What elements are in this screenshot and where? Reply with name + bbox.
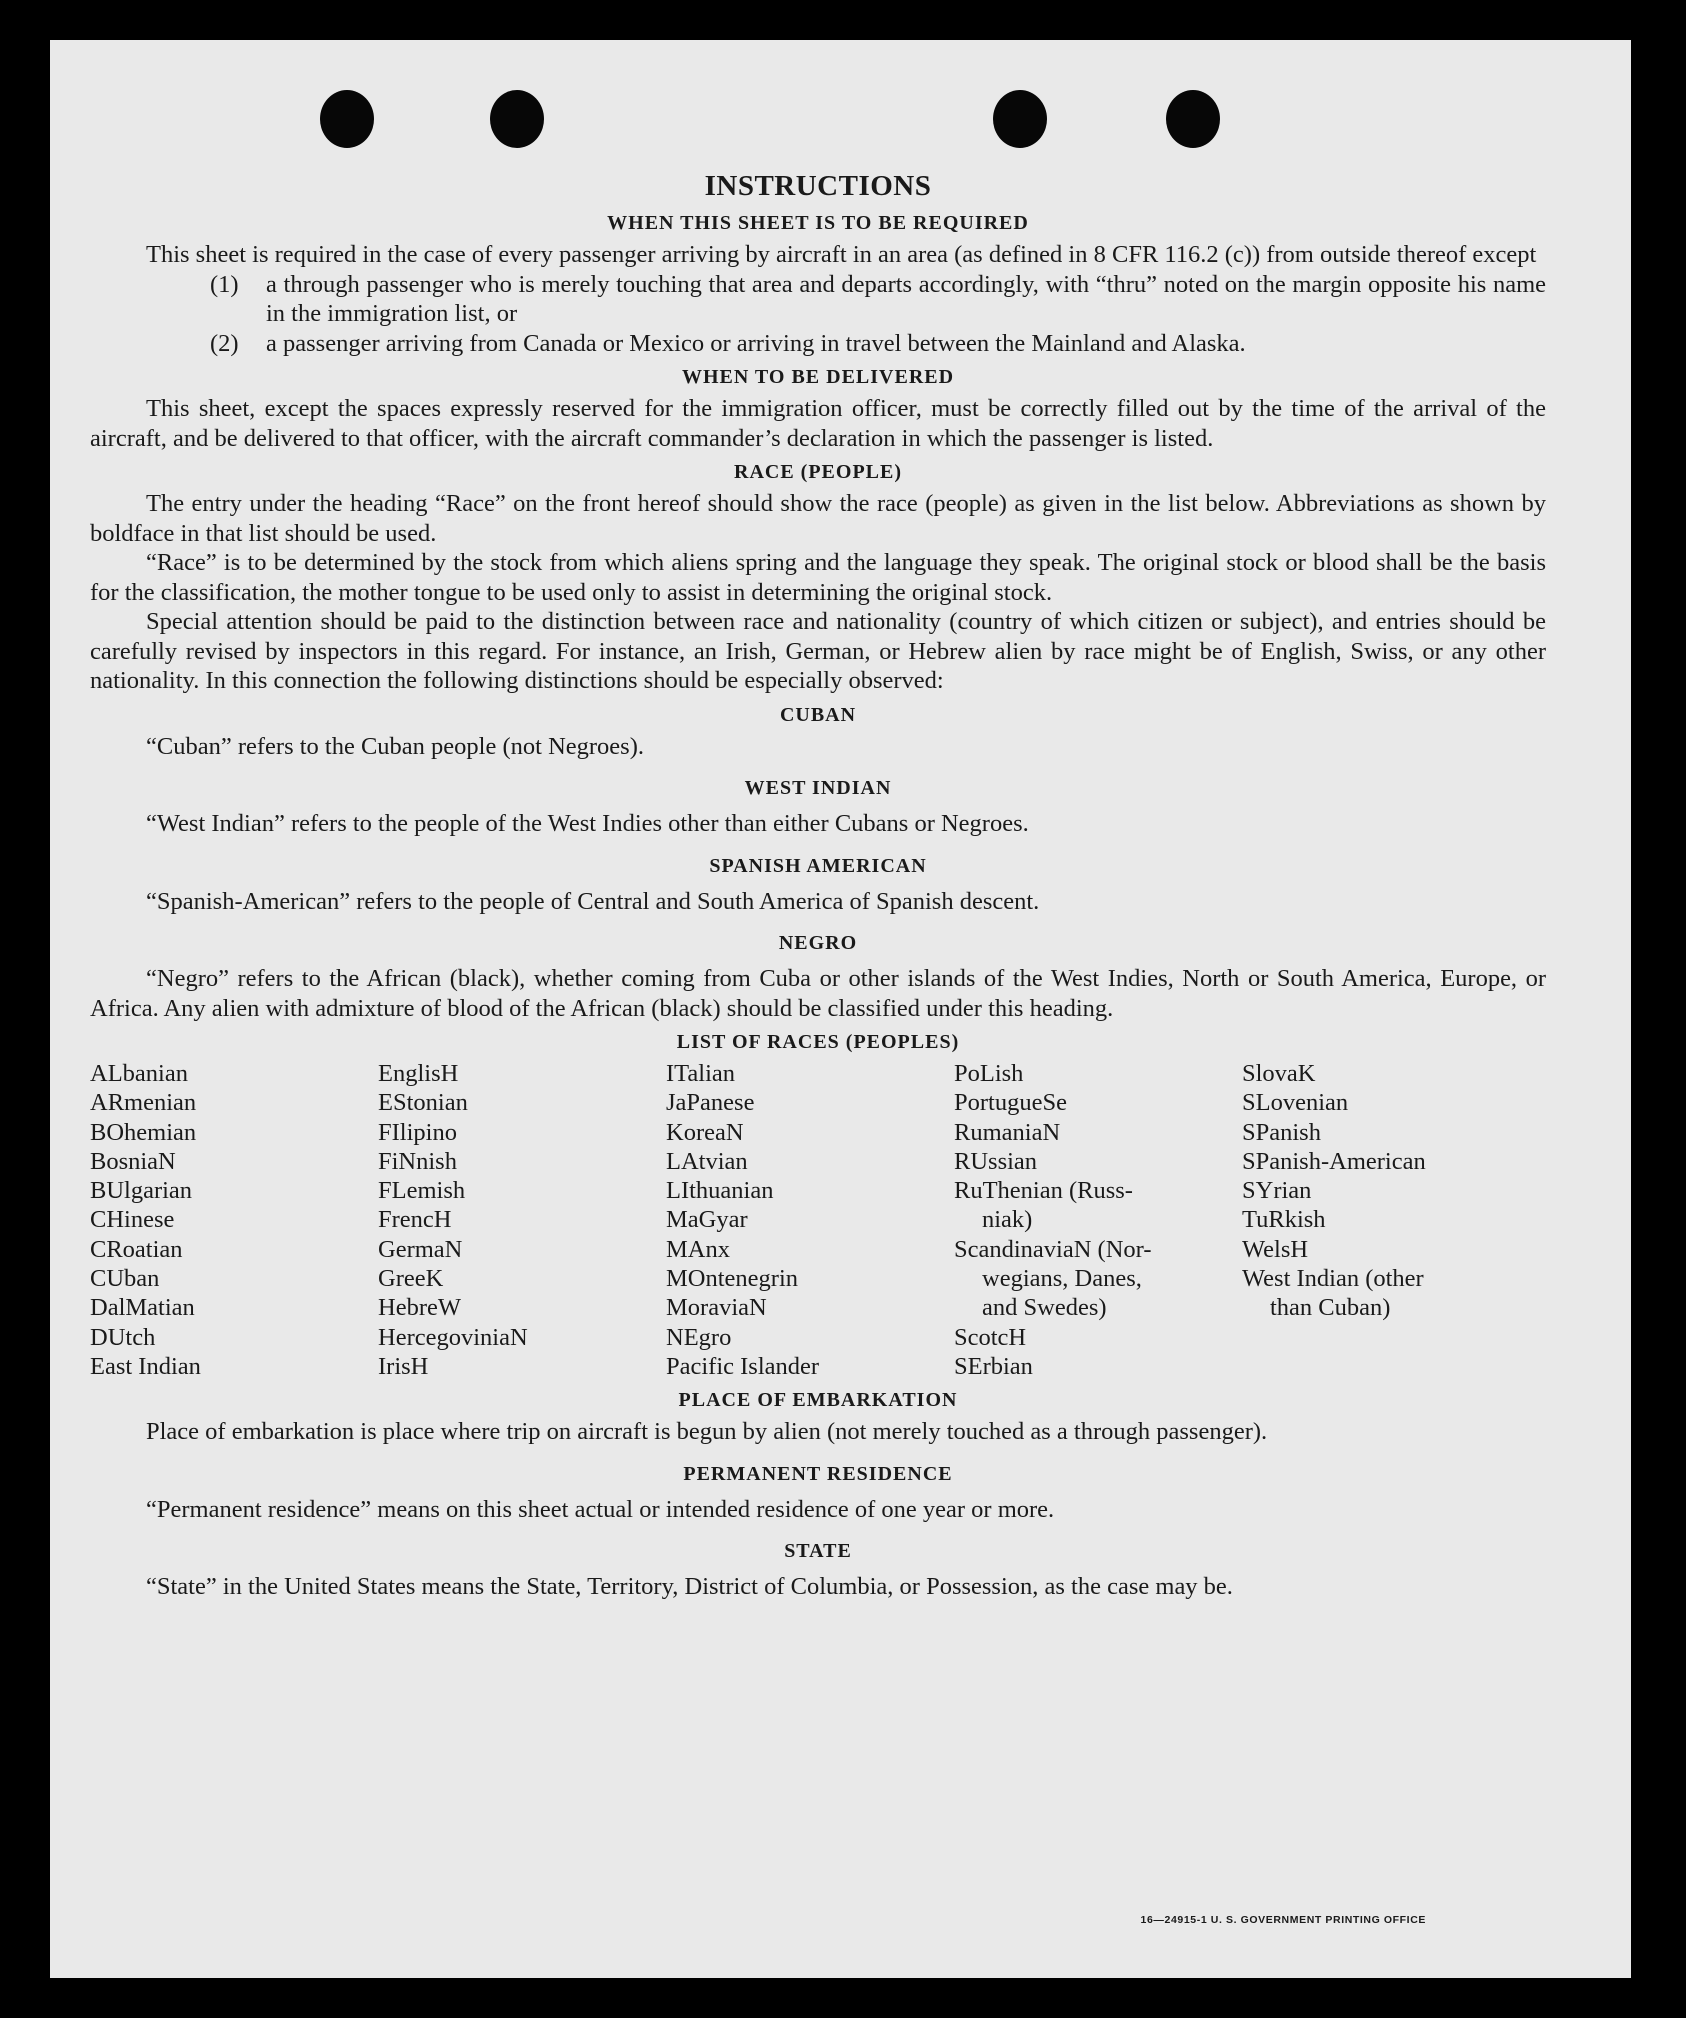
- race-entry: JaPanese: [666, 1089, 755, 1117]
- heading-state: STATE: [784, 1540, 852, 1563]
- race-entry: HercegoviniaN: [378, 1323, 528, 1351]
- races-column: [666, 1059, 954, 1381]
- race-entry: FLemish: [378, 1177, 466, 1205]
- race-entry: NEgro: [666, 1323, 732, 1351]
- race-entry: PoLish: [954, 1060, 1024, 1087]
- race-entry: SPanish: [1242, 1118, 1321, 1146]
- heading-when-delivered: WHEN TO BE DELIVERED: [681, 366, 955, 388]
- race-entry: RUssian: [954, 1147, 1038, 1175]
- race-entry: FrencH: [378, 1206, 452, 1234]
- race-entry: than Cuban): [1270, 1294, 1391, 1322]
- race-entry: ALbanian: [90, 1060, 188, 1087]
- race-entry: Pacific Islander: [666, 1352, 820, 1380]
- race-paragraph: Special attention should be paid to the distinction between race and nationality (country of which citizen or subject), and entries should be carefully revised by inspectors in this regard. For instance, an Irish, German, or Hebrew alien by race might be of English, Swiss, or any other nationality. In this connection the following distinctions should be especially observed:: [90, 608, 1546, 694]
- heading-embarkation: PLACE OF EMBARKATION: [678, 1389, 958, 1412]
- race-entry: EStonian: [378, 1089, 468, 1117]
- exception-text: a through passenger who is merely touching that area and departs accordingly, with “thru” noted on the margin opposite his name in the immigration list, or: [266, 270, 1546, 327]
- race-entry: EnglisH: [378, 1060, 459, 1087]
- race-entry: ARmenian: [90, 1089, 197, 1117]
- race-entry: GreeK: [378, 1265, 444, 1293]
- race-entry: LIthuanian: [666, 1177, 774, 1205]
- exception-number: (1): [210, 270, 239, 298]
- race-entry: CHinese: [90, 1206, 175, 1234]
- heading-permanent-residence: PERMANENT RESIDENCE: [683, 1462, 953, 1485]
- race-entry: CRoatian: [90, 1235, 183, 1263]
- exception-number: (2): [210, 329, 239, 357]
- race-entry: TuRkish: [1242, 1206, 1326, 1234]
- race-entry: RumaniaN: [954, 1118, 1061, 1146]
- race-entry: BOhemian: [90, 1118, 197, 1146]
- exception-item: [90, 329, 1546, 359]
- negro-text: “Negro” refers to the African (black), whether coming from Cuba or other islands of the West Indies, North or South America, Europe, or Africa. Any alien with admixture of blood of the African (black) should be classified under this heading.: [90, 965, 1546, 1022]
- exception-text: a passenger arriving from Canada or Mexico or arriving in travel between the Mainland and Alaska.: [266, 329, 1246, 357]
- race-entry: FiNnish: [378, 1147, 457, 1175]
- race-entry: wegians, Danes,: [982, 1265, 1142, 1293]
- race-entry: CUban: [90, 1265, 160, 1293]
- when-required-intro: This sheet is required in the case of every passenger arriving by aircraft in an area (as defined in 8 CFR 116.2 (c)) from outside thereof except: [146, 241, 1537, 268]
- punch-hole: [490, 90, 544, 148]
- races-column: [1242, 1059, 1530, 1381]
- race-entry: HebreW: [378, 1294, 461, 1322]
- race-entry: MaGyar: [666, 1206, 748, 1234]
- heading-cuban: CUBAN: [779, 703, 857, 726]
- race-entry: BosniaN: [90, 1147, 176, 1175]
- punch-hole: [993, 90, 1047, 148]
- races-list: [90, 1059, 1546, 1381]
- printer-imprint: 16—24915-1 U. S. GOVERNMENT PRINTING OFFICE: [1140, 1914, 1426, 1926]
- race-entry: DalMatian: [90, 1294, 195, 1322]
- punch-hole: [320, 90, 374, 148]
- heading-west-indian: WEST INDIAN: [744, 777, 892, 799]
- heading-list-of-races: LIST OF RACES (PEOPLES): [676, 1031, 960, 1053]
- heading-negro: NEGRO: [778, 932, 858, 954]
- state-text: “State” in the United States means the State, Territory, District of Columbia, or Possession, as the case may be.: [146, 1573, 1233, 1601]
- race-entry: GermaN: [378, 1235, 463, 1263]
- race-entry: SYrian: [1242, 1177, 1312, 1205]
- punch-hole: [1166, 90, 1220, 148]
- races-column: [378, 1059, 666, 1381]
- document-page: [50, 40, 1631, 1978]
- race-entry: and Swedes): [982, 1294, 1107, 1322]
- race-entry: East Indian: [90, 1352, 201, 1380]
- race-entry: SlovaK: [1242, 1060, 1316, 1087]
- race-entry: SLovenian: [1242, 1089, 1349, 1117]
- race-entry: ScandinaviaN (Nor-: [954, 1235, 1152, 1263]
- spanish-american-text: “Spanish-American” refers to the people of Central and South America of Spanish descent.: [146, 887, 1040, 915]
- when-delivered-text: This sheet, except the spaces expressly reserved for the immigration officer, must be correctly filled out by the time of the arrival of the aircraft, and be delivered to that officer, with the aircraft commander’s declaration in which the passenger is listed.: [90, 395, 1546, 452]
- race-entry: BUlgarian: [90, 1177, 193, 1205]
- cuban-text: “Cuban” refers to the Cuban people (not Negroes).: [146, 732, 644, 760]
- race-entry: KoreaN: [666, 1118, 744, 1146]
- races-column: [90, 1059, 378, 1381]
- race-entry: MoraviaN: [666, 1294, 767, 1322]
- race-entry: WelsH: [1242, 1235, 1309, 1263]
- race-entry: LAtvian: [666, 1147, 748, 1175]
- race-paragraph: “Race” is to be determined by the stock from which aliens spring and the language they speak. The original stock or blood shall be the basis for the classification, the mother tongue to be used only to assist in determining the original stock.: [90, 549, 1546, 606]
- race-entry: PortugueSe: [954, 1089, 1067, 1117]
- heading-when-required: WHEN THIS SHEET IS TO BE REQUIRED: [607, 212, 1029, 234]
- race-entry: MAnx: [666, 1235, 730, 1263]
- race-entry: ITalian: [666, 1060, 736, 1087]
- race-entry: IrisH: [378, 1352, 429, 1380]
- races-column: [954, 1059, 1242, 1381]
- heading-race: RACE (PEOPLE): [734, 461, 902, 483]
- race-entry: MOntenegrin: [666, 1265, 798, 1293]
- exception-item: [90, 270, 1546, 329]
- race-entry: SErbian: [954, 1352, 1033, 1380]
- race-entry: SPanish-American: [1242, 1147, 1426, 1175]
- race-entry: RuThenian (Russ-: [954, 1177, 1133, 1205]
- instructions-body: [90, 168, 1546, 1602]
- race-entry: ScotcH: [954, 1323, 1027, 1351]
- west-indian-text: “West Indian” refers to the people of the West Indies other than either Cubans or Negroes.: [146, 810, 1029, 837]
- race-entry: West Indian (other: [1242, 1265, 1424, 1293]
- heading-spanish-american: SPANISH AMERICAN: [709, 854, 927, 877]
- residence-text: “Permanent residence” means on this sheet actual or intended residence of one year or more.: [146, 1495, 1055, 1523]
- race-entry: DUtch: [90, 1323, 156, 1351]
- race-paragraph: The entry under the heading “Race” on the front hereof should show the race (people) as given in the list below. Abbreviations as shown by boldface in that list should be used.: [90, 490, 1546, 547]
- embarkation-text: Place of embarkation is place where trip on aircraft is begun by alien (not merely touched as a through passenger).: [146, 1418, 1268, 1446]
- page-title: INSTRUCTIONS: [704, 170, 932, 202]
- race-entry: niak): [982, 1206, 1033, 1234]
- race-entry: FIlipino: [378, 1118, 457, 1146]
